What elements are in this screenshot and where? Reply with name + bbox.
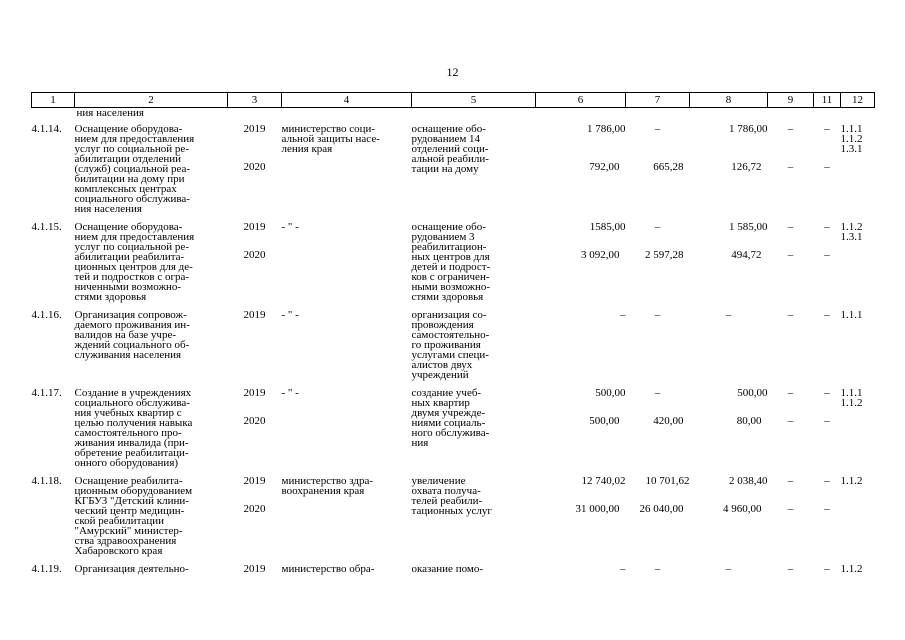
amount: 12 740,02	[581, 475, 626, 487]
executor: - " -	[281, 309, 299, 321]
indicator: 1.1.2	[840, 475, 863, 487]
expected-result: оснащение обо- рудованием 14 отделений соци- альной реабили- тации на дому	[411, 123, 489, 175]
year: 2019	[243, 387, 266, 399]
item-name: Создание в учреждениях социального обслужива- ния учебных квартир с целью получения навыка самостоятельного про- живания инвалида (при- обретение реабилитаци- онного оборудования)	[74, 387, 193, 469]
amount: –	[787, 475, 794, 487]
header-cell: 5	[412, 93, 536, 108]
amount: –	[787, 309, 794, 321]
indicator: 1.1.2 1.3.1	[840, 221, 863, 243]
amount: 31 000,00	[575, 503, 620, 515]
expected-result: оказание помо-	[411, 563, 483, 575]
year: 2020	[243, 249, 266, 261]
executor: - " -	[281, 387, 299, 399]
item-number: 4.1.14.	[31, 123, 62, 135]
item-number: 4.1.19.	[31, 563, 62, 575]
page-number: 12	[446, 65, 459, 79]
indicator: 1.1.1 1.1.2	[840, 387, 863, 409]
amount: –	[824, 475, 830, 487]
amount: 26 040,00	[639, 503, 684, 515]
amount: –	[824, 563, 830, 575]
amount: 1 786,00	[587, 123, 626, 135]
indicator: 1.1.2	[840, 563, 863, 575]
table-row	[32, 310, 875, 380]
amount: –	[654, 563, 661, 575]
executor: министерство здра- воохранения края	[281, 475, 374, 497]
header-cell: 9	[768, 93, 814, 108]
amount: –	[787, 415, 794, 427]
amount: 126,72	[731, 161, 762, 173]
amount: 1 786,00	[729, 123, 768, 135]
spacer-cell	[228, 398, 768, 416]
year: 2020	[243, 161, 266, 173]
expected-result: создание учеб- ных квартир двумя учрежде- ниями социаль- ного обслужива- ния	[411, 387, 490, 449]
header-row	[32, 93, 875, 108]
amount: –	[824, 221, 830, 233]
year: 2019	[243, 221, 266, 233]
year: 2020	[243, 415, 266, 427]
continuation-text: ния населения	[76, 107, 144, 119]
header-cell: 4	[282, 93, 412, 108]
expected-result: увеличение охвата получа- телей реабили- тационных услуг	[411, 475, 492, 517]
header-cell: 6	[536, 93, 626, 108]
amount: –	[824, 249, 830, 261]
header-cell: 8	[690, 93, 768, 108]
amount: –	[654, 387, 661, 399]
amount: –	[654, 123, 661, 135]
indicator: 1.1.1	[840, 309, 863, 321]
amount: 420,00	[653, 415, 684, 427]
item-number: 4.1.15.	[31, 221, 62, 233]
amount: –	[824, 161, 830, 173]
header-cell: 1	[32, 93, 75, 108]
expected-result: оснащение обо- рудованием 3 реабилитацион- ных центров для детей и подрост- ков с ограничен- ными возможно- стями здоровья	[411, 221, 491, 303]
amount: –	[620, 309, 626, 321]
amount: 792,00	[589, 161, 620, 173]
amount: –	[787, 563, 794, 575]
year: 2019	[243, 123, 266, 135]
year: 2019	[243, 475, 266, 487]
item-name: Оснащение реабилита- ционным оборудованием КГБУЗ "Детский клини- ческий центр медицин- ской реабилитации "Амурский" министер- ства здравоохранения Хабаровского края	[74, 475, 193, 557]
amount: 2 038,40	[729, 475, 768, 487]
item-number: 4.1.18.	[31, 475, 62, 487]
amount: 665,28	[653, 161, 684, 173]
amount: 2 597,28	[645, 249, 684, 261]
amount: –	[787, 123, 794, 135]
executor: министерство соци- альной защиты насе- ления края	[281, 123, 380, 155]
program-table	[31, 92, 875, 582]
header-cell: 11	[814, 93, 841, 108]
item-name: Организация сопровож- даемого проживания ин- валидов на базе учре- ждений социального об- служивания населения	[74, 309, 190, 361]
expected-result: организация со- провождения самостоятельно- го проживания услугами специ- алистов двух учреждений	[411, 309, 490, 381]
continuation-row	[32, 108, 875, 125]
header-cell: 7	[626, 93, 690, 108]
year: 2020	[243, 503, 266, 515]
header-cell: 2	[75, 93, 228, 108]
amount: 4 960,00	[723, 503, 762, 515]
amount: 80,00	[736, 415, 762, 427]
amount: 500,00	[595, 387, 626, 399]
amount: 1585,00	[589, 221, 626, 233]
spacer-cell	[228, 232, 768, 250]
amount: –	[824, 415, 830, 427]
year: 2019	[243, 309, 266, 321]
table-row	[32, 564, 875, 574]
executor: - " -	[281, 221, 299, 233]
amount: –	[824, 123, 830, 135]
item-name: Оснащение оборудова- нием для предоставления услуг по социальной ре- абилитации реабилита- ционных центров для де- тей и подростков с огра- ниченными возможно- стями здоровья	[74, 221, 195, 303]
amount: –	[787, 249, 794, 261]
amount: –	[654, 309, 661, 321]
item-number: 4.1.16.	[31, 309, 62, 321]
gap-cell	[32, 574, 875, 582]
item-name: Организация деятельно-	[74, 563, 189, 575]
table-row	[32, 124, 875, 134]
table-row	[32, 222, 875, 232]
header-cell: 3	[228, 93, 282, 108]
amount: 3 092,00	[581, 249, 620, 261]
item-name: Оснащение оборудова- нием для предоставления услуг по социальной ре- абилитации отделений (служб) социальной реа- билитации на дому при комплексных центрах социального обслужива- ния населения	[74, 123, 195, 215]
amount: –	[787, 221, 794, 233]
amount: 500,00	[737, 387, 768, 399]
amount: –	[824, 503, 830, 515]
amount: 10 701,62	[645, 475, 690, 487]
executor: министерство обра-	[281, 563, 375, 575]
amount: –	[620, 563, 626, 575]
amount: –	[725, 309, 732, 321]
header-cell: 12	[841, 93, 875, 108]
amount: 494,72	[731, 249, 762, 261]
amount: –	[824, 309, 830, 321]
amount: –	[654, 221, 661, 233]
item-number: 4.1.17.	[31, 387, 62, 399]
amount: 500,00	[589, 415, 620, 427]
amount: –	[824, 387, 830, 399]
row-gap	[32, 574, 875, 582]
indicator: 1.1.1 1.1.2 1.3.1	[840, 123, 863, 155]
amount: –	[725, 563, 732, 575]
table-row	[32, 476, 875, 486]
year: 2019	[243, 563, 266, 575]
amount: –	[787, 503, 794, 515]
amount: –	[787, 387, 794, 399]
amount: 1 585,00	[729, 221, 768, 233]
amount: –	[787, 161, 794, 173]
table-row	[32, 388, 875, 398]
